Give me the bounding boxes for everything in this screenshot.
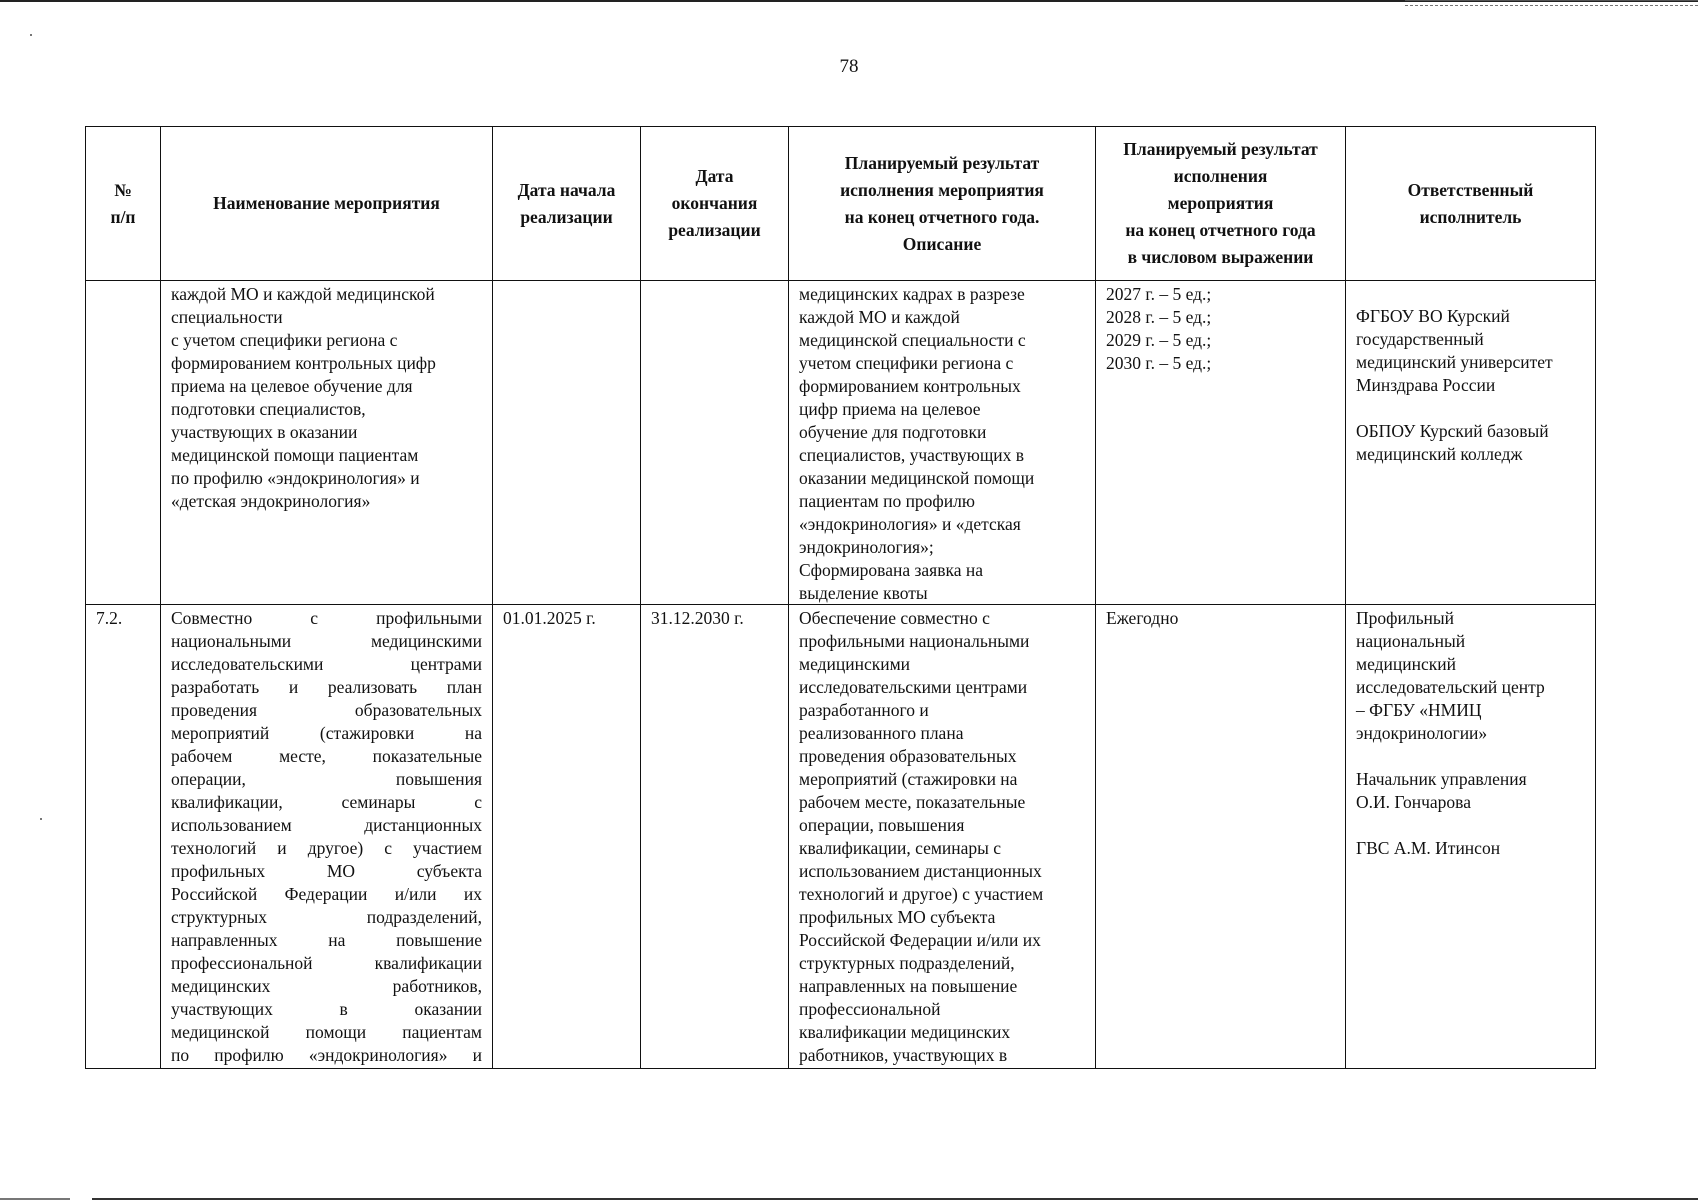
- scan-speck: [40, 818, 42, 820]
- text-line: медицинскими: [799, 654, 911, 674]
- text-line: технологий и другое) с участием: [171, 838, 482, 858]
- responsible-line: ГВС А.М. Итинсон: [1356, 838, 1501, 858]
- text-line: в числовом выражении: [1127, 247, 1314, 267]
- text-line: Совместно с профильными: [171, 608, 482, 628]
- text-line: медицинской помощи пациентам: [171, 445, 419, 465]
- table-row: [86, 605, 1596, 1069]
- text-line: профильных МО субъекта: [171, 861, 482, 881]
- text-line: квалификации медицинских: [799, 1022, 1011, 1042]
- text-line: направленных на повышение: [171, 930, 482, 950]
- text-line: на конец отчетного года.: [844, 206, 1040, 227]
- text-line: квалификации, семинары с: [171, 792, 482, 812]
- cell-responsible: [1346, 281, 1596, 605]
- text-line: технологий и другое) с участием: [799, 884, 1044, 904]
- text-line: Сформирована заявка на: [799, 560, 983, 580]
- text-line: исполнения: [1173, 166, 1268, 186]
- header-responsible: [1346, 127, 1596, 281]
- responsible-line: ОБПОУ Курский базовый: [1356, 421, 1549, 441]
- description-text: [789, 281, 1095, 604]
- text-line: структурных подразделений,: [799, 953, 1015, 973]
- text-line: реализации: [668, 220, 761, 240]
- responsible-line: эндокринологии»: [1356, 723, 1488, 743]
- text-line: выделение квоты: [799, 583, 928, 603]
- text-line: Дата: [695, 166, 734, 186]
- text-line: по профилю «эндокринология» и: [171, 1045, 482, 1065]
- text-line: Ежегодно: [1106, 608, 1179, 628]
- text-line: исполнения мероприятия: [840, 179, 1044, 200]
- text-line: оказании медицинской помощи: [799, 468, 1035, 488]
- text-line: формированием контрольных цифр: [171, 353, 436, 373]
- text-line: цифр приема на целевое: [799, 399, 981, 419]
- text-line: учетом специфики региона с: [799, 353, 1014, 373]
- responsible-text: [1346, 281, 1595, 628]
- text-line: направленных на повышение: [799, 976, 1018, 996]
- text-line: 2029 г. – 5 ед.;: [1106, 330, 1212, 350]
- text-line: профессиональной квалификации: [171, 953, 482, 973]
- header-end-date: [641, 127, 789, 281]
- page-number: 78: [839, 56, 859, 77]
- header-number: [86, 127, 161, 281]
- text-line: Планируемый результат: [844, 152, 1040, 173]
- header-start-date: [493, 127, 641, 281]
- text-line: квалификации, семинары с: [799, 838, 1002, 858]
- activities-table: [85, 126, 1596, 1069]
- text-line: 2028 г. – 5 ед.;: [1106, 307, 1212, 327]
- header-activity-name: [161, 127, 493, 281]
- text-line: подготовки специалистов,: [171, 399, 366, 419]
- text-line: медицинской специальности с: [799, 330, 1026, 350]
- text-line: проведения образовательных: [799, 746, 1017, 766]
- cell-numeric-result: [1096, 605, 1346, 1069]
- text-line: Описание: [902, 233, 982, 254]
- text-line: структурных подразделений,: [171, 907, 482, 927]
- text-line: формированием контрольных: [799, 376, 1021, 396]
- responsible-line: Начальник управления: [1356, 769, 1527, 789]
- cell-number: [86, 281, 161, 605]
- text-line: Дата начала: [517, 179, 616, 200]
- text-line: участвующих в оказании: [171, 422, 358, 442]
- responsible-line: исследовательский центр: [1356, 677, 1545, 697]
- responsible-line: Профильный: [1356, 608, 1455, 628]
- text-line: «эндокринология» и «детская: [799, 514, 1021, 534]
- text-line: исполнитель: [1419, 206, 1522, 227]
- responsible-line: медицинский: [1356, 654, 1456, 674]
- text-line: Наименование мероприятия: [213, 193, 440, 213]
- scan-speck: [30, 34, 32, 36]
- responsible-line: О.И. Гончарова: [1356, 792, 1471, 812]
- text-line: каждой МО и каждой: [799, 307, 960, 327]
- responsible-text: [1346, 605, 1595, 1070]
- scan-edge-top-mark: [1405, 0, 1698, 6]
- text-line: специалистов, участвующих в: [799, 445, 1025, 465]
- text-line: приема на целевое обучение для: [171, 376, 413, 396]
- text-line: каждой МО и каждой медицинской: [171, 284, 435, 304]
- text-line: пациентам по профилю: [799, 491, 975, 511]
- text-line: окончания: [671, 193, 758, 213]
- text-line: 2027 г. – 5 ед.;: [1106, 284, 1212, 304]
- cell-description: [789, 281, 1096, 605]
- cell-start-date: [493, 281, 641, 605]
- text-line: мероприятий (стажировки на: [799, 769, 1018, 789]
- responsible-line: медицинский колледж: [1356, 444, 1523, 464]
- responsible-line: – ФГБУ «НМИЦ: [1356, 700, 1482, 720]
- cell-number: 7.2.: [86, 605, 161, 1069]
- block-gap: [1356, 745, 1587, 768]
- numeric-result-text: [1096, 605, 1345, 1070]
- table-header-row: [86, 127, 1596, 281]
- responsible-line: государственный: [1356, 329, 1484, 349]
- text-line: п/п: [110, 206, 136, 227]
- text-line: национальными медицинскими: [171, 631, 482, 651]
- text-line: Российской Федерации и/или их: [799, 930, 1041, 950]
- cell-responsible: [1346, 605, 1596, 1069]
- header-planned-result-description: [789, 127, 1096, 281]
- text-line: рабочем месте, показательные: [171, 746, 482, 766]
- text-line: медицинской помощи пациентам: [171, 1022, 482, 1042]
- header-planned-result-numeric: [1096, 127, 1346, 281]
- text-line: медицинских работников,: [171, 976, 482, 996]
- text-line: реализованного плана: [799, 723, 964, 743]
- text-line: 2030 г. – 5 ед.;: [1106, 353, 1212, 373]
- responsible-line: ФГБОУ ВО Курский: [1356, 306, 1510, 326]
- text-line: рабочем месте, показательные: [799, 792, 1026, 812]
- text-line: операции, повышения: [171, 769, 482, 789]
- cell-activity-name: [161, 605, 493, 1069]
- text-line: исследовательскими центрами: [799, 677, 1028, 697]
- text-line: профильных МО субъекта: [799, 907, 996, 927]
- text-line: исследовательскими центрами: [171, 654, 482, 674]
- cell-end-date: 31.12.2030 г.: [641, 605, 789, 1069]
- text-line: мероприятия: [1167, 193, 1274, 213]
- cell-activity-name: [161, 281, 493, 605]
- text-line: проведения образовательных: [171, 700, 482, 720]
- text-line: №: [114, 179, 132, 200]
- block-gap: [1356, 814, 1587, 837]
- cell-start-date: 01.01.2025 г.: [493, 605, 641, 1069]
- text-line: Планируемый результат: [1123, 139, 1318, 159]
- text-line: разработать и реализовать план: [171, 677, 482, 697]
- text-line: реализации: [520, 206, 613, 227]
- text-line: использованием дистанционных: [171, 815, 482, 835]
- text-line: эндокринология»;: [799, 537, 934, 557]
- text-line: специальности: [171, 307, 283, 327]
- text-line: на конец отчетного года: [1125, 220, 1316, 240]
- text-line: использованием дистанционных: [799, 861, 1042, 881]
- activity-name-text: [161, 605, 492, 1068]
- text-line: разработанного и: [799, 700, 929, 720]
- text-line: участвующих в оказании: [171, 999, 482, 1019]
- text-line: Российской Федерации и/или их: [171, 884, 482, 904]
- cell-description: [789, 605, 1096, 1069]
- responsible-line: национальный: [1356, 631, 1466, 651]
- text-line: операции, повышения: [799, 815, 965, 835]
- text-line: по профилю «эндокринология» и: [171, 468, 420, 488]
- cell-end-date: [641, 281, 789, 605]
- text-line: с учетом специфики региона с: [171, 330, 398, 350]
- text-line: профессиональной: [799, 999, 941, 1019]
- numeric-result-text: [1096, 281, 1345, 606]
- text-line: профильными национальными: [799, 631, 1030, 651]
- responsible-line: Минздрава России: [1356, 375, 1496, 395]
- text-line: Ответственный: [1407, 179, 1534, 200]
- text-line: мероприятий (стажировки на: [171, 723, 482, 743]
- text-line: «детская эндокринология»: [171, 491, 371, 511]
- table-row: [86, 281, 1596, 605]
- responsible-line: медицинский университет: [1356, 352, 1553, 372]
- cell-numeric-result: [1096, 281, 1346, 605]
- block-gap: [1356, 397, 1587, 420]
- text-line: обучение для подготовки: [799, 422, 987, 442]
- text-line: Обеспечение совместно с: [799, 608, 990, 628]
- text-line: работников, участвующих в: [799, 1045, 1008, 1065]
- description-text: [789, 605, 1095, 1068]
- activity-name-text: [161, 281, 492, 604]
- text-line: медицинских кадрах в разрезе: [799, 284, 1025, 304]
